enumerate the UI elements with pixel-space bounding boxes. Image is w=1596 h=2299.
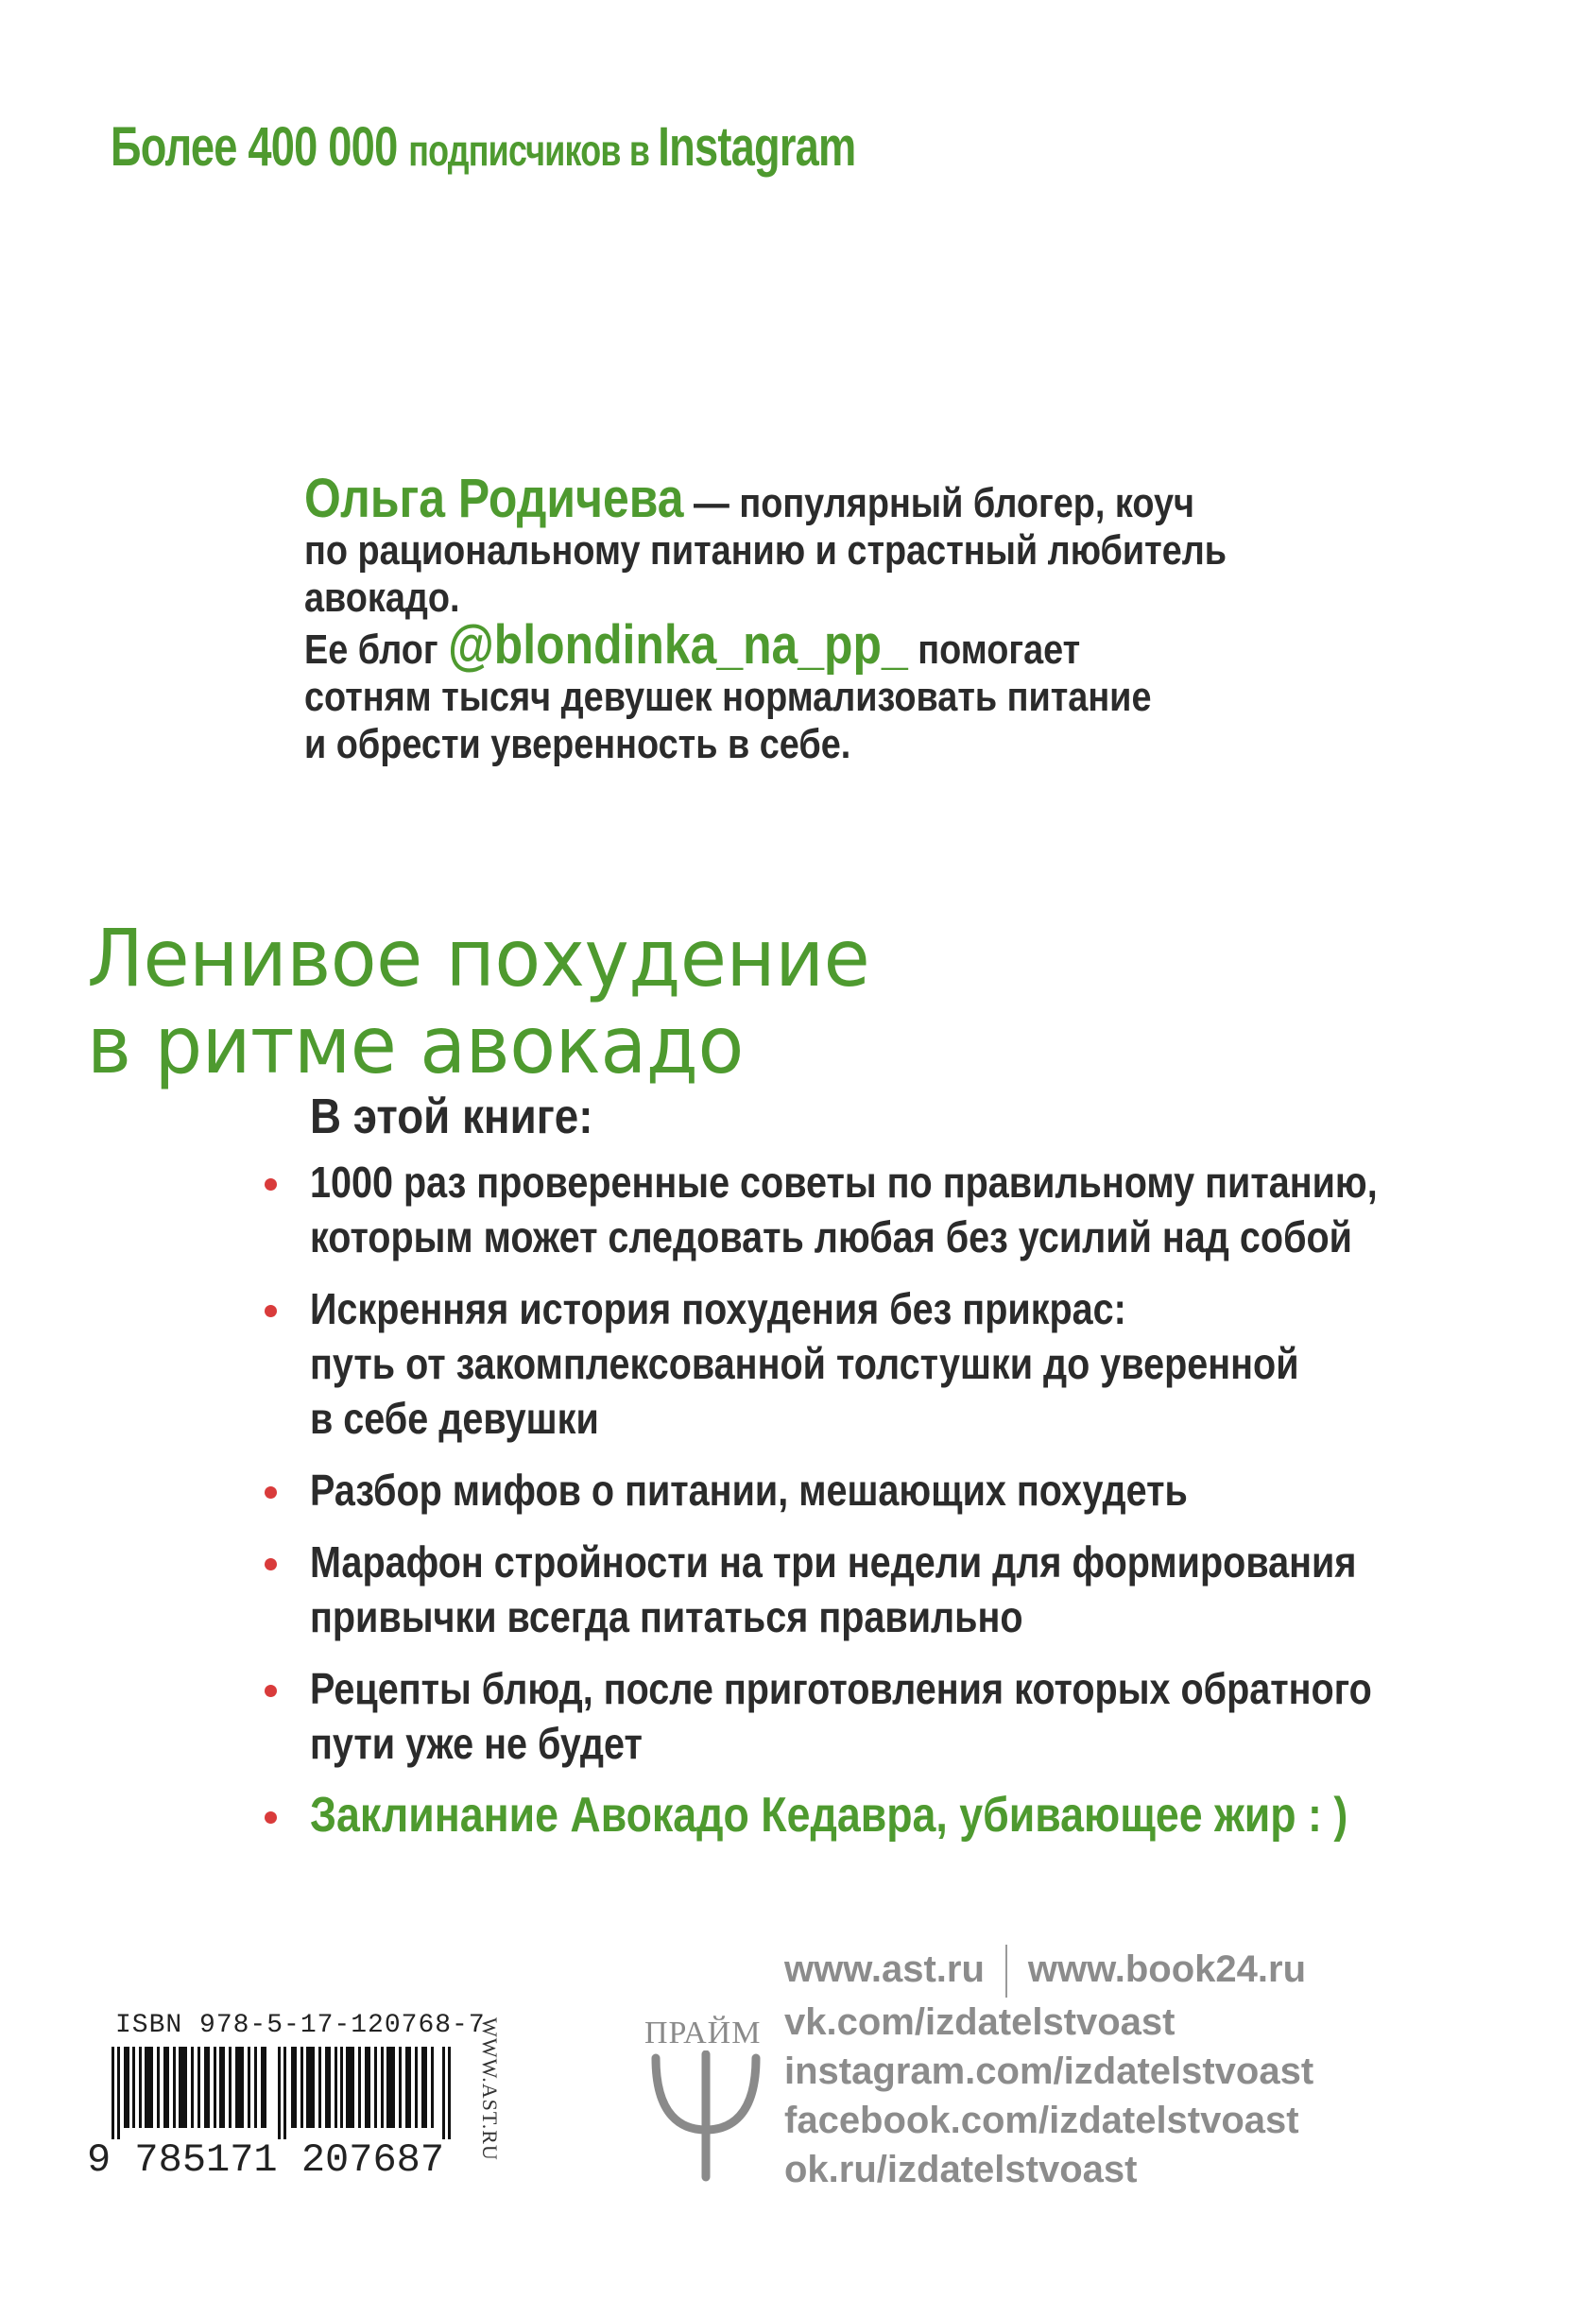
- link-ast[interactable]: www.ast.ru: [784, 1948, 985, 1990]
- book-title-line1: Ленивое похудение: [87, 912, 870, 1004]
- publisher-links: [784, 1945, 1313, 2194]
- author-bio-line6: и обрести уверенность в себе.: [304, 721, 851, 767]
- highlight-text: Заклинание Авокадо Кедавра, убивающее жир : ): [310, 1788, 1348, 1843]
- list-item: [265, 1535, 1569, 1644]
- barcode-digits: 9 785171 207687: [87, 2137, 445, 2183]
- in-book-heading: В этой книге:: [310, 1089, 593, 1144]
- publisher-label: ПРАЙМ: [644, 2016, 762, 2050]
- book-title: [87, 912, 870, 1091]
- list-item: [265, 1155, 1569, 1264]
- tagline-platform: Instagram: [658, 116, 856, 178]
- author-name: Ольга Родичева: [304, 468, 684, 529]
- bullet-dot-icon: [265, 1305, 277, 1317]
- bullet-dot-icon: [265, 1178, 277, 1191]
- subscriber-tagline: [111, 115, 856, 179]
- bullet-dot-icon: [265, 1685, 277, 1697]
- bullet-dot-icon: [265, 1811, 277, 1824]
- author-bio-line3: авокадо.: [304, 575, 460, 621]
- author-bio-line4-prefix: Ее блог: [304, 626, 449, 673]
- link-book24[interactable]: www.book24.ru: [1027, 1948, 1307, 1990]
- link-instagram[interactable]: instagram.com/izdatelstvoast: [784, 2050, 1314, 2093]
- list-item-line: Разбор мифов о питании, мешающих похудеть: [310, 1466, 1188, 1515]
- blog-handle: @blondinka_na_pp_: [448, 614, 908, 676]
- psi-logo-icon: [644, 2050, 767, 2183]
- tagline-count: Более 400 000: [111, 116, 409, 178]
- author-bio-line2: по рациональному питанию и страстный любитель: [304, 527, 1227, 574]
- barcode-bars: [112, 2047, 451, 2139]
- link-ok[interactable]: ok.ru/izdatelstvoast: [784, 2149, 1138, 2191]
- bullet-dot-icon: [265, 1486, 277, 1499]
- author-bio-line1: — популярный блогер, коуч: [683, 480, 1195, 526]
- list-item: [265, 1661, 1569, 1771]
- vertical-site-url: WWW.AST.RU: [478, 2017, 502, 2161]
- book-title-line2: в ритме авокадо: [87, 999, 744, 1091]
- list-item-line: Рецепты блюд, после приготовления которых обратного: [310, 1664, 1372, 1713]
- barcode: [112, 2047, 471, 2139]
- author-bio-line4-suffix: помогает: [907, 626, 1081, 673]
- link-vk[interactable]: vk.com/izdatelstvoast: [784, 2001, 1176, 2044]
- list-item-line: путь от закомплексованной толстушки до уверенной: [310, 1339, 1299, 1388]
- list-item-line: в себе девушки: [310, 1394, 599, 1443]
- list-item-line: Искренняя история похудения без прикрас:: [310, 1284, 1126, 1333]
- link-facebook[interactable]: facebook.com/izdatelstvoast: [784, 2100, 1299, 2142]
- list-item-line: привычки всегда питаться правильно: [310, 1592, 1023, 1641]
- list-item-line: 1000 раз проверенные советы по правильному питанию,: [310, 1158, 1378, 1207]
- isbn-label: ISBN 978-5-17-120768-7: [115, 2011, 486, 2040]
- list-item-line: пути уже не будет: [310, 1719, 643, 1768]
- list-item: [265, 1281, 1569, 1446]
- author-bio-line5: сотням тысяч девушек нормализовать питание: [304, 674, 1152, 720]
- list-item: [265, 1463, 1569, 1518]
- bullet-dot-icon: [265, 1558, 277, 1570]
- link-divider: [1005, 1945, 1007, 1998]
- list-item-highlight: [265, 1788, 1569, 1843]
- list-item-line: Марафон стройности на три недели для формирования: [310, 1537, 1357, 1587]
- list-item-line: которым может следовать любая без усилий над собой: [310, 1212, 1352, 1261]
- book-features-list: [265, 1155, 1569, 1860]
- author-bio: [304, 468, 1263, 768]
- tagline-middle: подписчиков в: [408, 126, 659, 175]
